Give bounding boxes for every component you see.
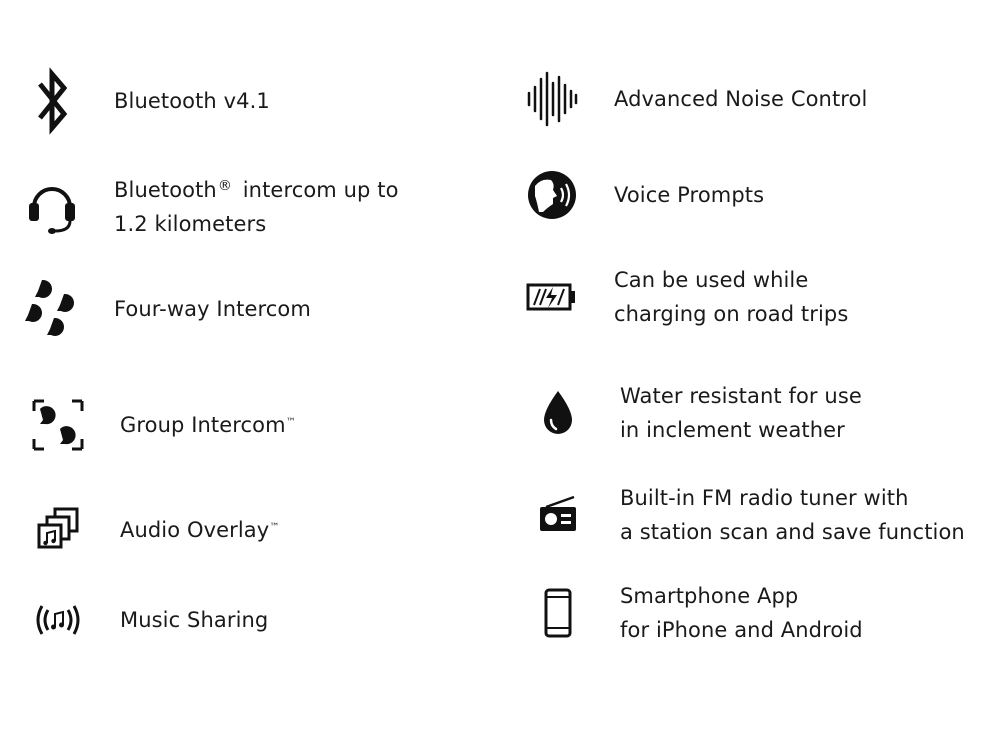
feature-label-line1: Built-in FM radio tuner with — [620, 486, 909, 510]
feature-label-line1 — [114, 173, 399, 207]
feature-water-resistant — [530, 378, 862, 448]
feature-label: Advanced Noise Control — [614, 87, 868, 111]
smartphone-icon — [530, 578, 586, 648]
feature-label-line2: charging on road trips — [614, 302, 849, 326]
feature-label-part: Audio Overlay — [120, 518, 270, 542]
feature-smartphone-app — [530, 578, 863, 648]
feature-label-line1: Smartphone App — [620, 584, 799, 608]
feature-label-line1: Water resistant for use — [620, 384, 862, 408]
water-drop-icon — [530, 378, 586, 448]
feature-label: Four-way Intercom — [114, 297, 311, 321]
feature-four-way-intercom — [20, 274, 311, 344]
feature-label-line2: a station scan and save function — [620, 520, 965, 544]
feature-label: Bluetooth v4.1 — [114, 89, 270, 113]
feature-label: Music Sharing — [120, 608, 269, 632]
feature-noise-control — [524, 64, 867, 134]
noise-control-icon — [524, 64, 580, 134]
group-intercom-icon — [30, 390, 86, 460]
feature-music-sharing — [30, 585, 268, 655]
feature-label-line1: Can be used while — [614, 268, 809, 292]
feature-label-line1 — [120, 513, 279, 547]
feature-label-line1 — [120, 408, 296, 442]
feature-bluetooth — [24, 66, 270, 136]
feature-label-part: Bluetooth — [114, 178, 217, 202]
voice-prompts-icon — [524, 160, 580, 230]
feature-intercom-range — [24, 172, 399, 242]
audio-overlay-icon — [30, 495, 86, 565]
feature-audio-overlay — [30, 495, 279, 565]
battery-charging-icon — [524, 262, 580, 332]
feature-group-intercom — [30, 390, 296, 460]
trademark-mark: ™ — [269, 522, 280, 533]
fm-radio-icon — [530, 480, 586, 550]
feature-label-line2: for iPhone and Android — [620, 618, 863, 642]
feature-charging — [524, 262, 848, 332]
four-way-intercom-icon — [20, 274, 82, 344]
feature-fm-radio — [530, 480, 965, 550]
trademark-mark: ™ — [285, 417, 296, 428]
music-sharing-icon — [30, 585, 86, 655]
feature-label-line2: 1.2 kilometers — [114, 212, 267, 236]
headset-icon — [24, 172, 80, 242]
registered-mark: ® — [217, 178, 232, 194]
feature-label-part: intercom up to — [235, 178, 399, 202]
feature-label: Voice Prompts — [614, 183, 765, 207]
feature-label-part: Group Intercom — [120, 413, 286, 437]
feature-voice-prompts — [524, 160, 764, 230]
bluetooth-icon — [24, 66, 80, 136]
feature-label-line2: in inclement weather — [620, 418, 845, 442]
